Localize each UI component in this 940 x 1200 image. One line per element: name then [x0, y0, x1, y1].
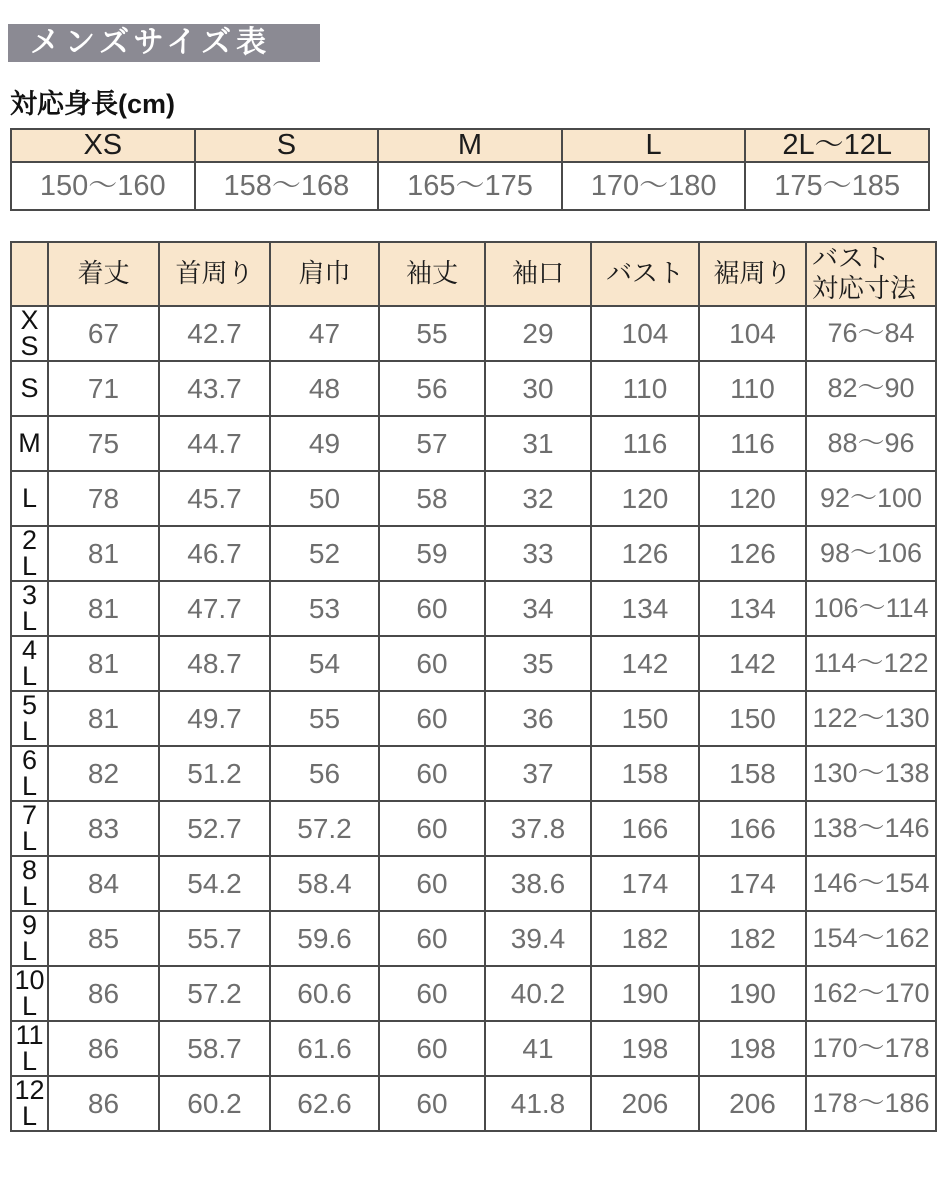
size-row	[11, 966, 936, 1021]
measurement-cell: 40.2	[485, 966, 591, 1021]
size-row	[11, 416, 936, 471]
bust-range-cell: 154〜162	[806, 911, 936, 966]
measurement-cell: 85	[48, 911, 159, 966]
bust-range-cell: 130〜138	[806, 746, 936, 801]
measurement-cell: 39.4	[485, 911, 591, 966]
measurement-cell: 41.8	[485, 1076, 591, 1131]
measurement-cell: 60	[379, 1076, 485, 1131]
measurement-cell: 60	[379, 856, 485, 911]
measurement-cell: 190	[591, 966, 699, 1021]
measurement-cell: 62.6	[270, 1076, 379, 1131]
height-size-header: M	[378, 129, 562, 162]
bust-range-cell: 106〜114	[806, 581, 936, 636]
measurement-cell: 34	[485, 581, 591, 636]
height-table-value-row	[11, 162, 929, 210]
measurement-cell: 58.4	[270, 856, 379, 911]
measurement-cell: 174	[591, 856, 699, 911]
height-table-title: 対応身長(cm)	[10, 89, 176, 119]
measurement-cell: 75	[48, 416, 159, 471]
height-range-value: 170〜180	[562, 162, 746, 210]
size-row	[11, 306, 936, 361]
measurement-cell: 35	[485, 636, 591, 691]
measurement-cell: 182	[699, 911, 806, 966]
measurement-cell: 198	[591, 1021, 699, 1076]
height-size-header: XS	[11, 129, 195, 162]
measurement-cell: 55.7	[159, 911, 270, 966]
measurement-cell: 60	[379, 911, 485, 966]
measurement-cell: 84	[48, 856, 159, 911]
row-size-label: 12 L	[11, 1076, 48, 1131]
corner-cell	[11, 242, 48, 306]
measurement-cell: 120	[591, 471, 699, 526]
measurement-cell: 60	[379, 966, 485, 1021]
measurement-cell: 51.2	[159, 746, 270, 801]
size-row	[11, 361, 936, 416]
row-size-label: 11 L	[11, 1021, 48, 1076]
measurement-cell: 30	[485, 361, 591, 416]
measurement-cell: 81	[48, 581, 159, 636]
row-size-label: X S	[11, 306, 48, 361]
measurement-cell: 42.7	[159, 306, 270, 361]
measurement-cell: 47.7	[159, 581, 270, 636]
bust-range-cell: 82〜90	[806, 361, 936, 416]
measurement-cell: 60	[379, 801, 485, 856]
measurement-cell: 49.7	[159, 691, 270, 746]
bust-range-cell: 178〜186	[806, 1076, 936, 1131]
measurement-cell: 36	[485, 691, 591, 746]
row-size-label: 3 L	[11, 581, 48, 636]
height-range-value: 165〜175	[378, 162, 562, 210]
size-row	[11, 471, 936, 526]
size-table	[10, 241, 937, 1132]
measurement-cell: 206	[699, 1076, 806, 1131]
measurement-cell: 37	[485, 746, 591, 801]
measurement-cell: 53	[270, 581, 379, 636]
size-row	[11, 636, 936, 691]
measurement-cell: 55	[379, 306, 485, 361]
measurement-cell: 48	[270, 361, 379, 416]
height-table-header-row	[11, 129, 929, 162]
row-size-label: 9 L	[11, 911, 48, 966]
measurement-header: 袖口	[485, 242, 591, 306]
row-size-label: L	[11, 471, 48, 526]
measurement-cell: 41	[485, 1021, 591, 1076]
measurement-cell: 60	[379, 691, 485, 746]
measurement-header: 首周り	[159, 242, 270, 306]
bust-range-header-line1: バスト	[812, 243, 891, 274]
measurement-cell: 104	[591, 306, 699, 361]
measurement-cell: 60	[379, 636, 485, 691]
measurement-cell: 60	[379, 746, 485, 801]
measurement-cell: 58	[379, 471, 485, 526]
measurement-cell: 81	[48, 636, 159, 691]
height-size-header: 2L〜12L	[745, 129, 929, 162]
row-size-label: 7 L	[11, 801, 48, 856]
row-size-label: 8 L	[11, 856, 48, 911]
measurement-cell: 120	[699, 471, 806, 526]
bust-range-header	[806, 242, 936, 306]
size-row	[11, 691, 936, 746]
measurement-cell: 32	[485, 471, 591, 526]
size-table-header-row	[11, 242, 936, 306]
measurement-header: 肩巾	[270, 242, 379, 306]
measurement-header: 袖丈	[379, 242, 485, 306]
measurement-cell: 166	[591, 801, 699, 856]
measurement-cell: 86	[48, 966, 159, 1021]
measurement-cell: 48.7	[159, 636, 270, 691]
size-row	[11, 1021, 936, 1076]
height-table	[10, 128, 930, 211]
measurement-cell: 60	[379, 581, 485, 636]
measurement-cell: 60	[379, 1021, 485, 1076]
measurement-cell: 86	[48, 1021, 159, 1076]
measurement-cell: 67	[48, 306, 159, 361]
height-size-header: L	[562, 129, 746, 162]
measurement-cell: 190	[699, 966, 806, 1021]
measurement-cell: 49	[270, 416, 379, 471]
measurement-cell: 52	[270, 526, 379, 581]
measurement-cell: 45.7	[159, 471, 270, 526]
size-row	[11, 526, 936, 581]
measurement-cell: 60.6	[270, 966, 379, 1021]
row-size-label: 10 L	[11, 966, 48, 1021]
measurement-cell: 31	[485, 416, 591, 471]
measurement-cell: 33	[485, 526, 591, 581]
height-range-value: 158〜168	[195, 162, 379, 210]
measurement-cell: 134	[591, 581, 699, 636]
measurement-cell: 116	[591, 416, 699, 471]
size-row	[11, 1076, 936, 1131]
measurement-cell: 57.2	[270, 801, 379, 856]
row-size-label: M	[11, 416, 48, 471]
measurement-cell: 86	[48, 1076, 159, 1131]
height-range-value: 175〜185	[745, 162, 929, 210]
measurement-cell: 150	[699, 691, 806, 746]
measurement-cell: 110	[699, 361, 806, 416]
measurement-cell: 150	[591, 691, 699, 746]
measurement-cell: 61.6	[270, 1021, 379, 1076]
measurement-cell: 158	[591, 746, 699, 801]
measurement-cell: 54	[270, 636, 379, 691]
bust-range-cell: 138〜146	[806, 801, 936, 856]
measurement-cell: 55	[270, 691, 379, 746]
measurement-cell: 37.8	[485, 801, 591, 856]
bust-range-cell: 170〜178	[806, 1021, 936, 1076]
measurement-cell: 54.2	[159, 856, 270, 911]
bust-range-cell: 122〜130	[806, 691, 936, 746]
measurement-cell: 38.6	[485, 856, 591, 911]
bust-range-cell: 114〜122	[806, 636, 936, 691]
height-size-header: S	[195, 129, 379, 162]
size-row	[11, 911, 936, 966]
measurement-cell: 174	[699, 856, 806, 911]
measurement-cell: 81	[48, 526, 159, 581]
measurement-cell: 198	[699, 1021, 806, 1076]
measurement-cell: 56	[379, 361, 485, 416]
measurement-cell: 82	[48, 746, 159, 801]
size-row	[11, 746, 936, 801]
measurement-cell: 59.6	[270, 911, 379, 966]
page-title: メンズサイズ表	[8, 24, 320, 62]
row-size-label: S	[11, 361, 48, 416]
bust-range-cell: 76〜84	[806, 306, 936, 361]
bust-range-cell: 88〜96	[806, 416, 936, 471]
measurement-cell: 29	[485, 306, 591, 361]
row-size-label: 6 L	[11, 746, 48, 801]
measurement-cell: 44.7	[159, 416, 270, 471]
measurement-cell: 58.7	[159, 1021, 270, 1076]
measurement-cell: 126	[591, 526, 699, 581]
bust-range-cell: 162〜170	[806, 966, 936, 1021]
size-row	[11, 801, 936, 856]
measurement-cell: 116	[699, 416, 806, 471]
measurement-cell: 134	[699, 581, 806, 636]
measurement-cell: 47	[270, 306, 379, 361]
measurement-cell: 71	[48, 361, 159, 416]
measurement-header: バスト	[591, 242, 699, 306]
measurement-cell: 50	[270, 471, 379, 526]
measurement-cell: 43.7	[159, 361, 270, 416]
measurement-cell: 166	[699, 801, 806, 856]
bust-range-cell: 98〜106	[806, 526, 936, 581]
measurement-cell: 206	[591, 1076, 699, 1131]
row-size-label: 5 L	[11, 691, 48, 746]
measurement-cell: 56	[270, 746, 379, 801]
measurement-cell: 52.7	[159, 801, 270, 856]
row-size-label: 2 L	[11, 526, 48, 581]
measurement-cell: 126	[699, 526, 806, 581]
measurement-cell: 83	[48, 801, 159, 856]
size-row	[11, 856, 936, 911]
measurement-cell: 142	[699, 636, 806, 691]
measurement-cell: 142	[591, 636, 699, 691]
measurement-header: 着丈	[48, 242, 159, 306]
bust-range-header-line2: 対応寸法	[812, 273, 917, 303]
measurement-cell: 182	[591, 911, 699, 966]
measurement-cell: 60.2	[159, 1076, 270, 1131]
measurement-header: 裾周り	[699, 242, 806, 306]
measurement-cell: 104	[699, 306, 806, 361]
measurement-cell: 81	[48, 691, 159, 746]
measurement-cell: 59	[379, 526, 485, 581]
measurement-cell: 57.2	[159, 966, 270, 1021]
measurement-cell: 158	[699, 746, 806, 801]
height-range-value: 150〜160	[11, 162, 195, 210]
measurement-cell: 110	[591, 361, 699, 416]
measurement-cell: 57	[379, 416, 485, 471]
bust-range-cell: 92〜100	[806, 471, 936, 526]
size-row	[11, 581, 936, 636]
row-size-label: 4 L	[11, 636, 48, 691]
measurement-cell: 46.7	[159, 526, 270, 581]
bust-range-cell: 146〜154	[806, 856, 936, 911]
measurement-cell: 78	[48, 471, 159, 526]
